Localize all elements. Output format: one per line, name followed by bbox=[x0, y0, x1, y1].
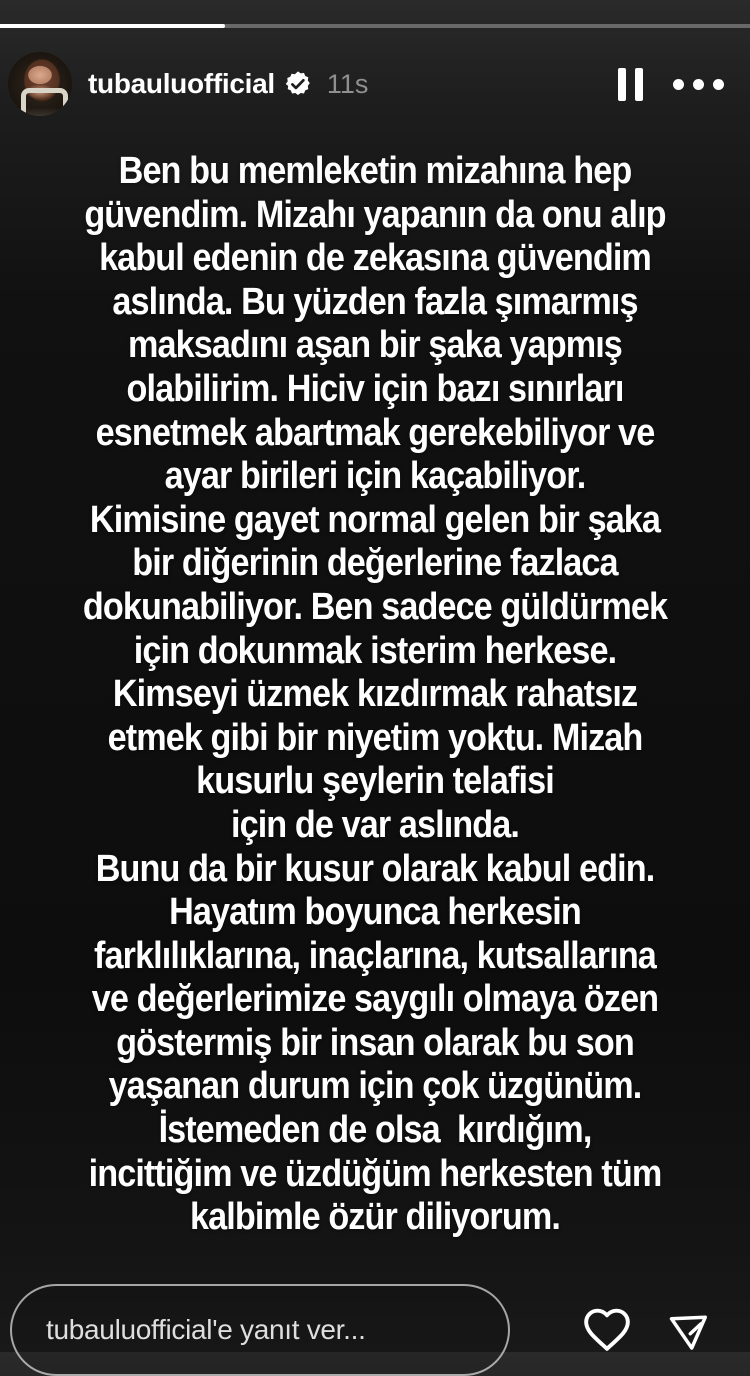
share-button[interactable] bbox=[664, 1306, 712, 1357]
story-text-line: göstermiş bir insan olarak bu son bbox=[116, 1021, 634, 1064]
pause-button[interactable] bbox=[618, 68, 643, 101]
story-text-line: Kimseyi üzmek kızdırmak rahatsız bbox=[112, 673, 638, 716]
verified-badge-icon bbox=[284, 70, 312, 98]
story-text-line: İstemeden de olsa kırdığım, bbox=[158, 1109, 592, 1152]
pause-icon bbox=[618, 68, 643, 101]
share-icon bbox=[664, 1306, 712, 1354]
story-progress-fill bbox=[0, 24, 225, 28]
story-text-line: Kimisine gayet normal gelen bir şaka bbox=[89, 498, 661, 541]
more-options-button[interactable] bbox=[673, 79, 724, 90]
avatar[interactable] bbox=[8, 52, 72, 116]
story-text-line: için dokunmak isterim herkese. bbox=[133, 629, 617, 672]
story-text-line: etmek gibi bir niyetim yoktu. Mizah bbox=[107, 716, 643, 759]
story-header bbox=[8, 51, 736, 117]
story-text-line: aslında. Bu yüzden fazla şımarmış bbox=[112, 280, 638, 323]
more-options-icon bbox=[673, 79, 724, 90]
story-text-line: ve değerlerimize saygılı olmaya özen bbox=[91, 978, 659, 1021]
story-text-line: dokunabiliyor. Ben sadece güldürmek bbox=[82, 585, 668, 628]
story-text-line: için de var aslında. bbox=[230, 803, 520, 846]
reply-input-container[interactable] bbox=[10, 1284, 510, 1376]
story-text-line: ayar birileri için kaçabiliyor. bbox=[164, 455, 586, 498]
heart-icon bbox=[582, 1304, 632, 1354]
story-text-line: kusurlu şeylerin telafisi bbox=[196, 760, 554, 803]
story-text-line: Bunu da bir kusur olarak kabul edin. bbox=[95, 847, 655, 890]
story-text-line: incittiğim ve üzdüğüm herkesten tüm bbox=[88, 1152, 662, 1195]
story-text-line: farklılıklarına, inaçlarına, kutsallarına bbox=[94, 934, 656, 977]
story-text-line: maksadını aşan bir şaka yapmış bbox=[128, 324, 622, 367]
story-text-line: esnetmek abartmak gerekebiliyor ve bbox=[95, 411, 655, 454]
reply-input[interactable] bbox=[44, 1313, 476, 1347]
story-text-line: güvendim. Mizahı yapanın da onu alıp bbox=[84, 193, 666, 236]
story-text-line: Ben bu memleketin mizahına hep bbox=[118, 150, 632, 192]
story-text-line: bir diğerinin değerlerine fazlaca bbox=[132, 542, 618, 585]
header-controls bbox=[618, 68, 736, 101]
story-text-line: kabul edenin de zekasına güvendim bbox=[99, 237, 651, 280]
story-progress-bar bbox=[0, 24, 750, 28]
story-text-line: Hayatım boyunca herkesin bbox=[169, 891, 581, 934]
user-line bbox=[88, 68, 368, 100]
story-text-block[interactable] bbox=[38, 150, 713, 1240]
username[interactable]: tubauluofficial bbox=[88, 68, 275, 99]
story-text-line: yaşanan durum için çok üzgünüm. bbox=[108, 1065, 642, 1108]
like-button[interactable] bbox=[582, 1304, 632, 1357]
story-text-line: kalbimle özür diliyorum. bbox=[190, 1196, 560, 1239]
story-text-line: olabilirim. Hiciv için bazı sınırları bbox=[126, 367, 624, 410]
story-timestamp: 11s bbox=[326, 68, 369, 99]
